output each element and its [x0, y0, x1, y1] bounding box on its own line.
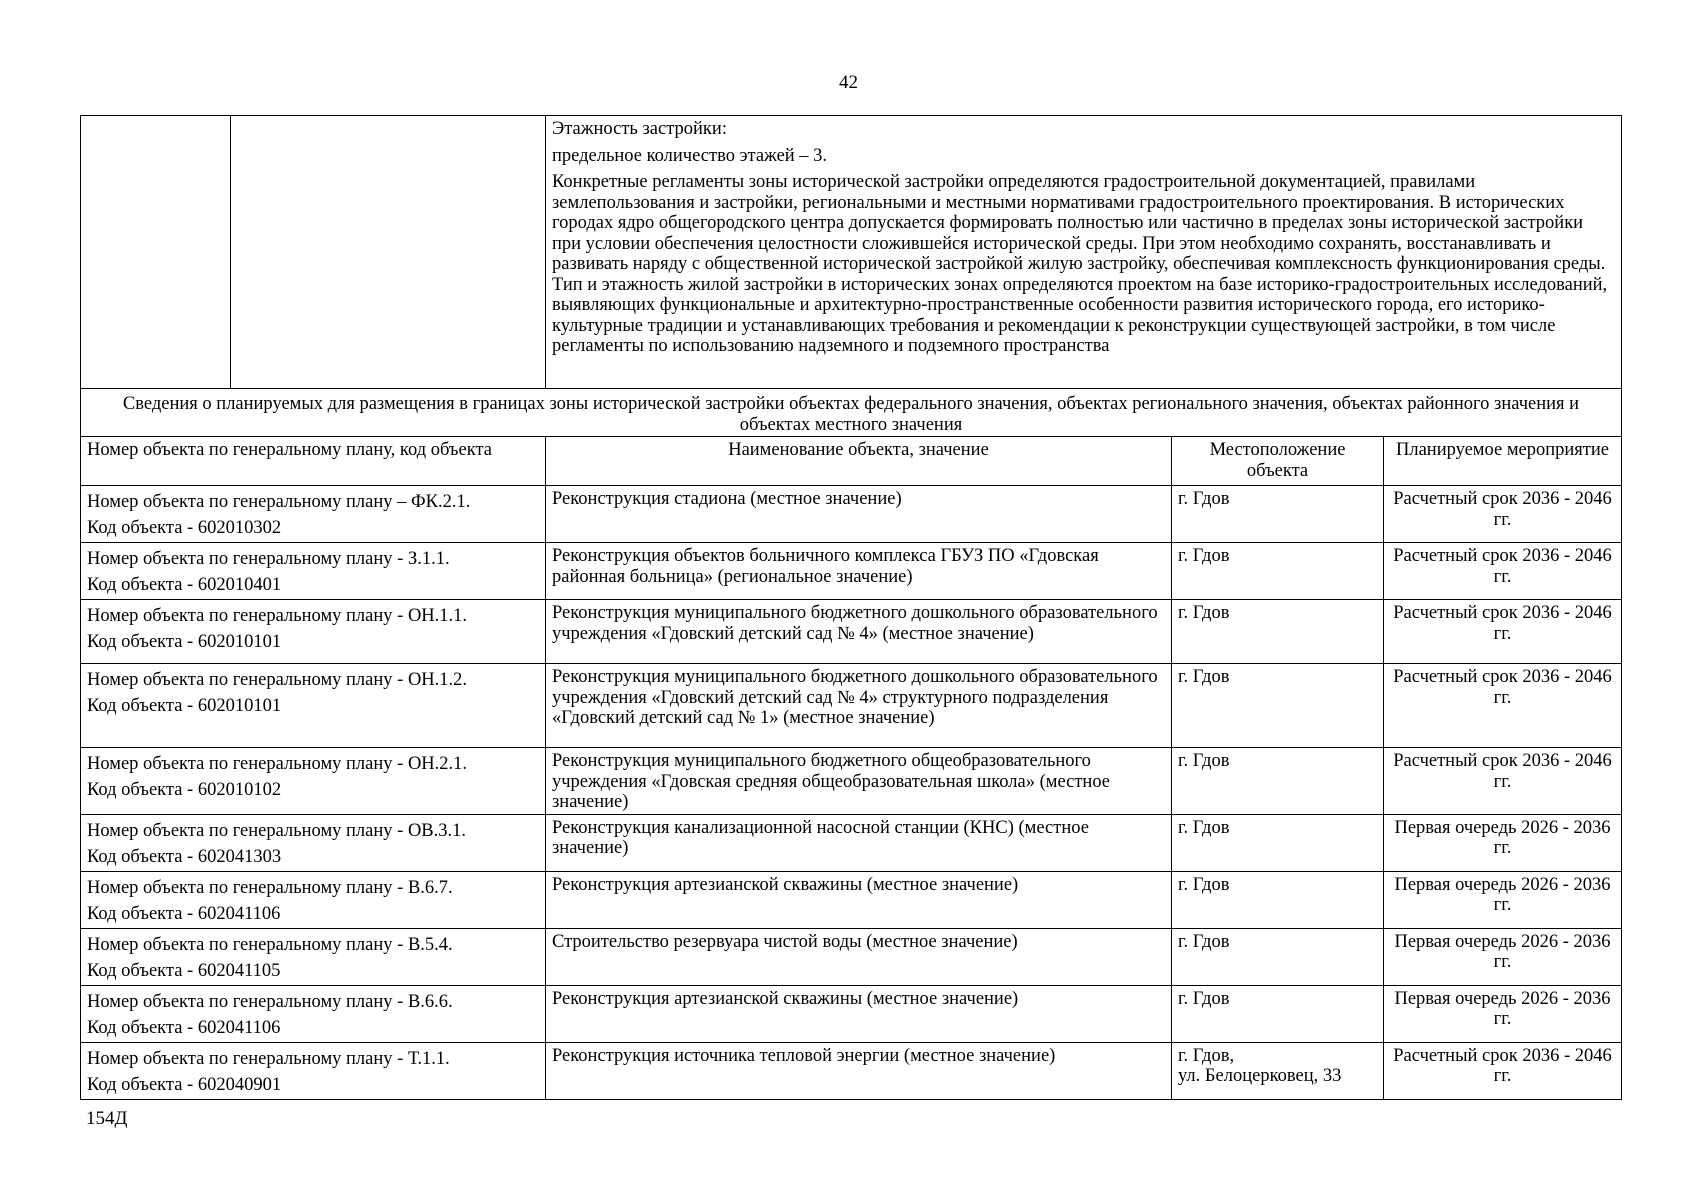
table-row [81, 871, 1622, 928]
zone-table [80, 115, 1622, 1100]
object-location: г. Гдов [1172, 600, 1384, 664]
table-row [81, 543, 1622, 600]
object-number-cell [81, 486, 546, 543]
object-measure: Первая очередь 2026 - 2036 гг. [1384, 814, 1622, 871]
object-name: Реконструкция артезианской скважины (местное значение) [546, 985, 1172, 1042]
object-number-cell [81, 928, 546, 985]
empty-cell-2 [231, 116, 546, 389]
object-name: Реконструкция объектов больничного комплекса ГБУЗ ПО «Гдовская районная больница» (региональное значение) [546, 543, 1172, 600]
regulations-row [81, 116, 1622, 389]
object-name: Реконструкция канализационной насосной станции (КНС) (местное значение) [546, 814, 1172, 871]
object-location: г. Гдов [1172, 985, 1384, 1042]
object-measure: Расчетный срок 2036 - 2046 гг. [1384, 748, 1622, 815]
object-location: г. Гдов [1172, 748, 1384, 815]
object-code: Код объекта - 602010302 [87, 518, 282, 538]
object-measure: Расчетный срок 2036 - 2046 гг. [1384, 486, 1622, 543]
object-number-cell [81, 871, 546, 928]
object-name: Реконструкция муниципального бюджетного общеобразовательного учреждения «Гдовская средняя общеобразовательная школа» (местное значение) [546, 748, 1172, 815]
table-row [81, 664, 1622, 748]
object-code: Код объекта - 602041303 [87, 846, 282, 867]
header-number: Номер объекта по генеральному плану, код объекта [81, 437, 546, 486]
object-location: г. Гдов [1172, 486, 1384, 543]
object-number: Номер объекта по генеральному плану - ОН.1.2. [87, 670, 468, 690]
header-measure: Планируемое мероприятие [1384, 437, 1622, 486]
object-measure: Расчетный срок 2036 - 2046 гг. [1384, 600, 1622, 664]
page-number: 42 [839, 72, 858, 93]
object-number-cell [81, 748, 546, 815]
document-code: 154Д [86, 1108, 128, 1129]
section-title-row [81, 389, 1622, 437]
object-code: Код объекта - 602041106 [87, 903, 281, 924]
object-measure: Расчетный срок 2036 - 2046 гг. [1384, 1042, 1622, 1099]
object-name: Строительство резервуара чистой воды (местное значение) [546, 928, 1172, 985]
storeys-title: Этажность застройки: [552, 119, 727, 139]
object-number: Номер объекта по генеральному плану - Т.1.1. [87, 1048, 450, 1069]
object-measure: Первая очередь 2026 - 2036 гг. [1384, 985, 1622, 1042]
object-number: Номер объекта по генеральному плану - З.1.1. [87, 549, 450, 569]
object-name: Реконструкция источника тепловой энергии (местное значение) [546, 1042, 1172, 1099]
object-number: Номер объекта по генеральному плану – ФК.2.1. [87, 492, 471, 512]
object-location: г. Гдов [1172, 664, 1384, 748]
object-number: Номер объекта по генеральному плану - В.6.7. [87, 877, 453, 898]
object-number: Номер объекта по генеральному плану - ОН.2.1. [87, 754, 468, 774]
object-number-cell [81, 814, 546, 871]
object-number: Номер объекта по генеральному плану - ОН.1.1. [87, 606, 468, 626]
storeys-value: предельное количество этажей – 3. [552, 145, 828, 166]
object-location: г. Гдов [1172, 543, 1384, 600]
empty-cell-1 [81, 116, 231, 389]
table-row [81, 600, 1622, 664]
object-number-cell [81, 600, 546, 664]
object-name: Реконструкция стадиона (местное значение) [546, 486, 1172, 543]
object-number: Номер объекта по генеральному плану - ОВ.3.1. [87, 820, 467, 841]
object-location: г. Гдов [1172, 928, 1384, 985]
objects-list [81, 486, 1622, 1100]
object-measure: Первая очередь 2026 - 2036 гг. [1384, 871, 1622, 928]
object-measure: Первая очередь 2026 - 2036 гг. [1384, 928, 1622, 985]
object-number-cell [81, 1042, 546, 1099]
object-number: Номер объекта по генеральному плану - В.6.6. [87, 991, 453, 1012]
header-location: Местоположение объекта [1172, 437, 1384, 486]
object-measure: Расчетный срок 2036 - 2046 гг. [1384, 664, 1622, 748]
object-name: Реконструкция муниципального бюджетного дошкольного образовательного учреждения «Гдовский детский сад № 4» структурного подразделения «Гдовский детский сад № 1» (местное значение) [546, 664, 1172, 748]
object-code: Код объекта - 602040901 [87, 1074, 282, 1095]
header-row [81, 437, 1622, 486]
table-row [81, 486, 1622, 543]
object-number-cell [81, 543, 546, 600]
table-row [81, 1042, 1622, 1099]
object-code: Код объекта - 602010102 [87, 780, 282, 800]
object-code: Код объекта - 602010101 [87, 632, 282, 652]
table-row [81, 928, 1622, 985]
table-row [81, 748, 1622, 815]
object-code: Код объекта - 602010401 [87, 575, 282, 595]
object-number-cell [81, 985, 546, 1042]
section-title: Сведения о планируемых для размещения в границах зоны исторической застройки объектах федерального значения, объектах регионального значения, объектах районного значения и объектах местного значения [81, 389, 1622, 437]
table-row [81, 814, 1622, 871]
regulations-text: Конкретные регламенты зоны исторической застройки определяются градостроительной документацией, правилами землепользования и застройки, региональными и местными нормативами градостроительного проектирования. В исторических городах ядро общегородского центра допускается формировать полностью или частично в пределах зоны исторической застройки при условии обеспечения целостности сложившейся исторической среды. При этом необходимо сохранять, восстанавливать и развивать наряду с общественной исторической застройкой жилую застройку, обеспечивая комплексность функционирования среды. Тип и этажность жилой застройки в исторических зонах определяются проектом на базе историко-градостроительных исследований, выявляющих функциональные и архитектурно-пространственные особенности развития исторического города, его историко-культурные традиции и устанавливающих требования и рекомендации к реконструкции существующей застройки, в том числе регламенты по использованию надземного и подземного пространства [552, 172, 1608, 356]
regulations-cell [546, 116, 1622, 389]
object-number-cell [81, 664, 546, 748]
object-name: Реконструкция муниципального бюджетного дошкольного образовательного учреждения «Гдовский детский сад № 4» (местное значение) [546, 600, 1172, 664]
object-code: Код объекта - 602041106 [87, 1017, 281, 1038]
object-code: Код объекта - 602041105 [87, 960, 281, 981]
table-row [81, 985, 1622, 1042]
object-number: Номер объекта по генеральному плану - В.5.4. [87, 934, 453, 955]
header-name: Наименование объекта, значение [546, 437, 1172, 486]
object-location: г. Гдов, ул. Белоцерковец, 33 [1172, 1042, 1384, 1099]
object-location: г. Гдов [1172, 871, 1384, 928]
object-location: г. Гдов [1172, 814, 1384, 871]
object-measure: Расчетный срок 2036 - 2046 гг. [1384, 543, 1622, 600]
object-code: Код объекта - 602010101 [87, 696, 282, 716]
object-name: Реконструкция артезианской скважины (местное значение) [546, 871, 1172, 928]
